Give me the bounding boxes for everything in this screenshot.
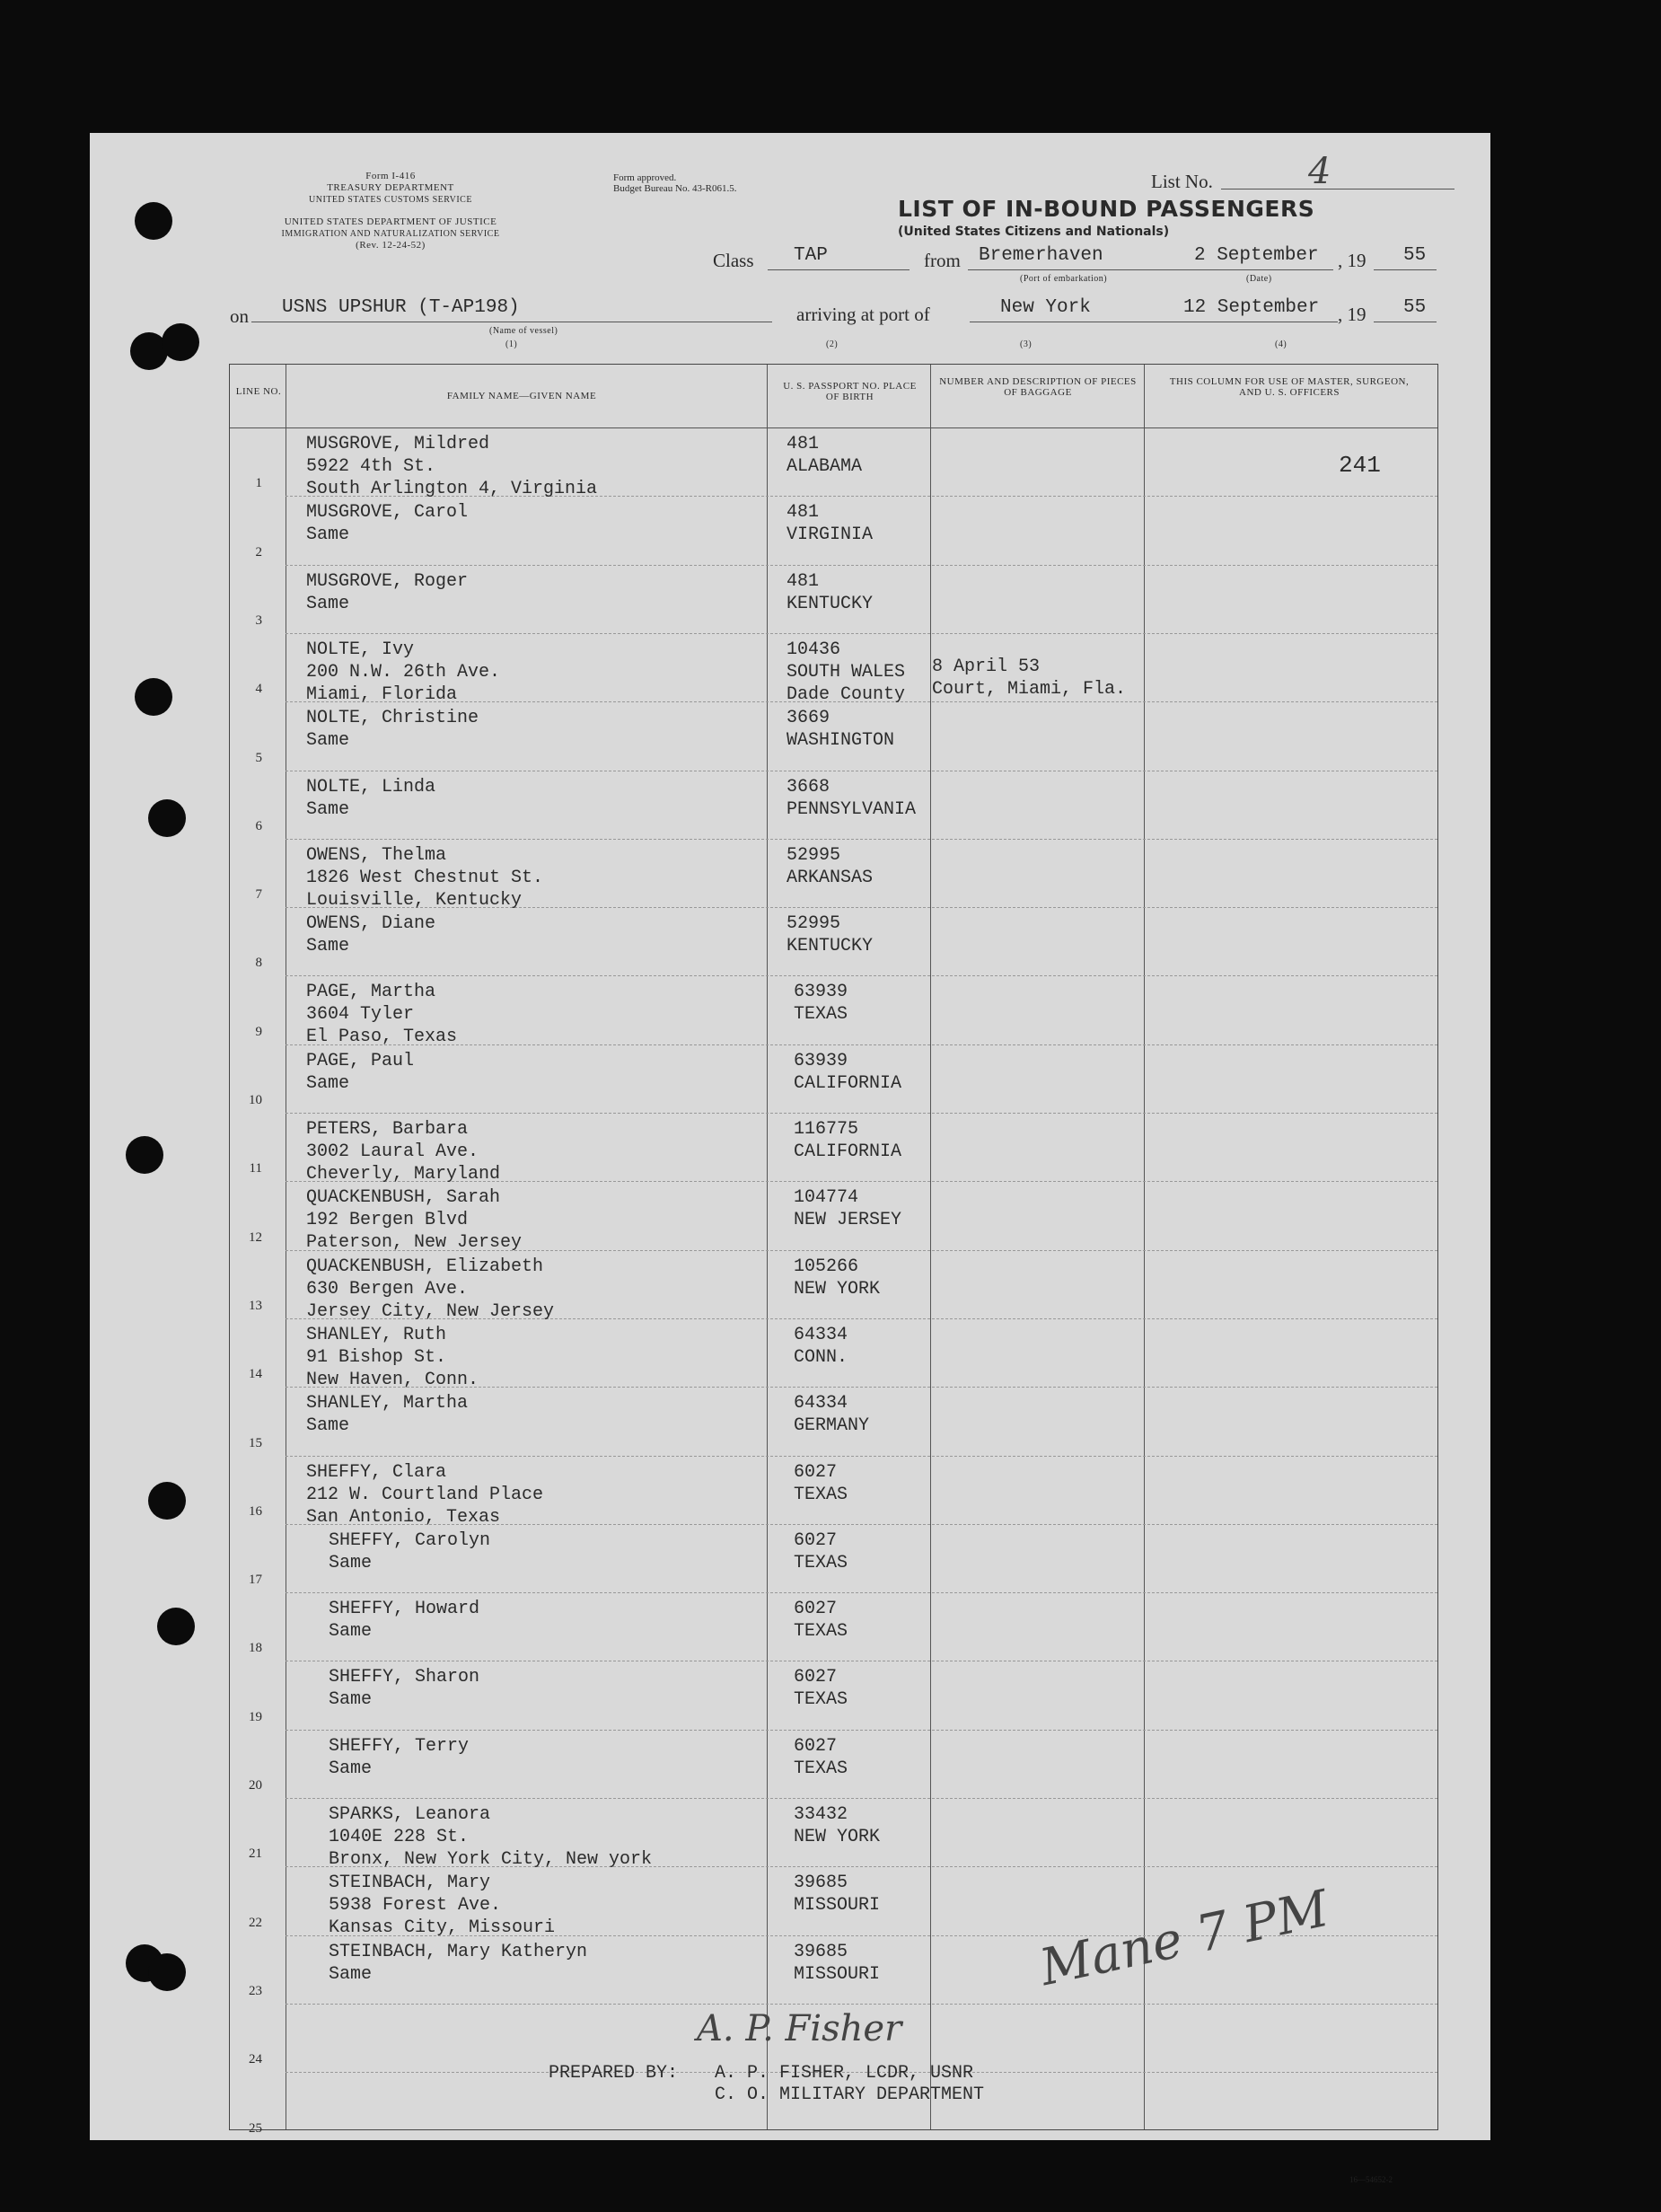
passenger-name: OWENS, Diane <box>306 913 436 935</box>
row-divider <box>286 633 1437 634</box>
passenger-name: SHEFFY, Terry <box>329 1735 470 1757</box>
line-number: 16 <box>249 1503 262 1519</box>
row-divider <box>286 1592 1437 1593</box>
passenger-address: Same <box>329 1621 373 1643</box>
caption-2: (2) <box>826 339 839 349</box>
binder-hole <box>126 1136 163 1174</box>
passenger-address: 630 Bergen Ave. <box>306 1278 469 1300</box>
binder-hole <box>148 799 186 837</box>
from-value: Bremerhaven <box>979 245 1103 266</box>
passport-number: 33432 <box>794 1804 848 1825</box>
passenger-name: SHEFFY, Carolyn <box>329 1529 491 1551</box>
passport-number: 39685 <box>794 1873 848 1894</box>
line-number: 1 <box>255 476 262 491</box>
place-of-birth: VIRGINIA <box>787 524 874 546</box>
passport-number: 3668 <box>787 776 830 798</box>
passenger-address: 192 Bergen Blvd <box>306 1210 469 1231</box>
passport-number: 10436 <box>787 639 841 660</box>
passenger-address: Paterson, New Jersey <box>306 1232 523 1254</box>
passenger-name: STEINBACH, Mary <box>329 1873 491 1894</box>
passenger-address: 3002 Laural Ave. <box>306 1141 479 1162</box>
vessel-name: USNS UPSHUR (T-AP198) <box>282 297 520 318</box>
passenger-address: 5938 Forest Ave. <box>329 1895 502 1917</box>
binder-hole <box>148 1482 186 1520</box>
passenger-name: NOLTE, Linda <box>306 776 436 798</box>
passport-number: 64334 <box>794 1324 848 1345</box>
justice-dept: UNITED STATES DEPARTMENT OF JUSTICE <box>284 216 497 227</box>
passenger-address: 91 Bishop St. <box>306 1346 447 1368</box>
line-number: 20 <box>249 1778 262 1793</box>
passenger-address: Same <box>329 1689 373 1711</box>
row-divider <box>286 1456 1437 1457</box>
col-baggage: NUMBER AND DESCRIPTION OF PIECES OF BAGGAGE <box>939 376 1137 398</box>
place-of-birth: ARKANSAS <box>787 867 874 888</box>
line-number: 4 <box>255 682 262 697</box>
depart-date: 2 September <box>1194 245 1319 266</box>
passenger-address: 1826 West Chestnut St. <box>306 867 544 888</box>
passport-number: 481 <box>787 434 820 454</box>
place-of-birth: SOUTH WALES <box>787 661 906 683</box>
line-number: 24 <box>249 2052 262 2067</box>
prepared-line-2: C. O. MILITARY DEPARTMENT <box>715 2084 985 2105</box>
passenger-address: Jersey City, New Jersey <box>306 1300 555 1322</box>
from-label: from <box>924 250 961 271</box>
row-divider <box>286 1044 1437 1045</box>
line-number: 10 <box>249 1093 262 1107</box>
passenger-name: SHEFFY, Sharon <box>329 1667 480 1688</box>
passenger-address: Same <box>306 798 350 820</box>
passport-number: 52995 <box>787 913 841 935</box>
line-number: 13 <box>249 1298 262 1313</box>
page-subtitle: (United States Citizens and Nationals) <box>898 225 1170 239</box>
budget-bureau: Budget Bureau No. 43-R061.5. <box>613 183 737 194</box>
line-number: 15 <box>249 1435 262 1450</box>
place-of-birth: TEXAS <box>794 1552 848 1573</box>
passenger-name: SHANLEY, Martha <box>306 1393 469 1414</box>
place-of-birth: CONN. <box>794 1346 848 1368</box>
binder-hole <box>135 678 172 716</box>
place-of-birth: ALABAMA <box>787 456 863 477</box>
baggage-note-2: Court, Miami, Fla. <box>932 679 1127 700</box>
place-of-birth: WASHINGTON <box>787 730 895 752</box>
caption-1: (1) <box>505 339 518 349</box>
caption-3: (3) <box>1020 339 1033 349</box>
caption-4: (4) <box>1275 339 1287 349</box>
prepared-line-1: A. P. FISHER, LCDR, USNR <box>715 2063 974 2084</box>
baggage-note-1: 8 April 53 <box>932 657 1041 677</box>
passport-number: 105266 <box>794 1256 859 1277</box>
passport-number: 481 <box>787 570 820 592</box>
row-divider <box>286 1113 1437 1114</box>
treasury-dept: TREASURY DEPARTMENT <box>327 182 454 193</box>
col-passport: U. S. PASSPORT NO. PLACE OF BIRTH <box>783 381 917 402</box>
line-number: 2 <box>255 544 262 560</box>
place-of-birth: MISSOURI <box>794 1895 881 1917</box>
passport-number: 6027 <box>794 1667 838 1688</box>
preparer-signature: A. P. Fisher <box>697 2008 902 2049</box>
passenger-address: Louisville, Kentucky <box>306 889 523 911</box>
passenger-name: NOLTE, Christine <box>306 708 479 729</box>
binder-hole <box>148 1953 186 1991</box>
passport-number: 63939 <box>794 982 848 1003</box>
passenger-address: Kansas City, Missouri <box>329 1917 556 1939</box>
line-number: 18 <box>249 1641 262 1656</box>
form-number: Form I-416 <box>365 171 416 181</box>
customs-service: UNITED STATES CUSTOMS SERVICE <box>309 195 472 205</box>
page-title: LIST OF IN-BOUND PASSENGERS <box>898 196 1315 222</box>
passport-number: 6027 <box>794 1735 838 1757</box>
passport-number: 64334 <box>794 1393 848 1414</box>
passenger-address: San Antonio, Texas <box>306 1506 501 1528</box>
line-number: 19 <box>249 1709 262 1724</box>
passport-number: 481 <box>787 502 820 524</box>
row-divider <box>286 2004 1437 2005</box>
passenger-address: South Arlington 4, Virginia <box>306 479 598 499</box>
passport-number: 116775 <box>794 1119 859 1140</box>
passenger-name: STEINBACH, Mary Katheryn <box>329 1941 588 1962</box>
row-divider <box>286 565 1437 566</box>
passenger-address: El Paso, Texas <box>306 1027 458 1048</box>
passenger-name: SHANLEY, Ruth <box>306 1324 447 1345</box>
passenger-address: Same <box>329 1552 373 1573</box>
passenger-name: SHEFFY, Clara <box>306 1461 447 1483</box>
passenger-address: Miami, Florida <box>306 683 458 705</box>
line-number: 6 <box>255 818 262 833</box>
passport-number: 39685 <box>794 1941 848 1962</box>
officer-number: 241 <box>1339 452 1381 479</box>
passport-number: 6027 <box>794 1529 838 1551</box>
passport-number: 104774 <box>794 1187 859 1209</box>
line-number: 14 <box>249 1367 262 1382</box>
passport-number: 6027 <box>794 1461 838 1483</box>
on-label: on <box>230 305 249 327</box>
place-of-birth: CALIFORNIA <box>794 1072 902 1094</box>
passenger-name: MUSGROVE, Carol <box>306 502 469 524</box>
passenger-address: 200 N.W. 26th Ave. <box>306 661 501 683</box>
passenger-address: Same <box>306 593 350 614</box>
col-line-no: LINE NO. <box>235 386 282 397</box>
place-of-birth: NEW YORK <box>794 1827 881 1847</box>
col-name: FAMILY NAME—GIVEN NAME <box>446 391 597 401</box>
line-number: 9 <box>255 1024 262 1039</box>
place-of-birth: PENNSYLVANIA <box>787 798 917 820</box>
place-of-birth: KENTUCKY <box>787 936 874 957</box>
arriving-label: arriving at port of <box>796 304 930 325</box>
col-officers: THIS COLUMN FOR USE OF MASTER, SURGEON, AND U. S. OFFICERS <box>1169 376 1410 398</box>
passport-number: 6027 <box>794 1599 838 1620</box>
passenger-name: SPARKS, Leanora <box>329 1804 491 1825</box>
passenger-address: Bronx, New York City, New york <box>329 1849 653 1870</box>
passenger-address: 1040E 228 St. <box>329 1827 470 1847</box>
passenger-name: PETERS, Barbara <box>306 1119 469 1140</box>
prepared-label: PREPARED BY: <box>549 2063 679 2084</box>
line-number: 22 <box>249 1915 262 1930</box>
place-of-birth: TEXAS <box>794 1689 848 1711</box>
line-number: 3 <box>255 612 262 628</box>
passenger-name: QUACKENBUSH, Sarah <box>306 1187 501 1209</box>
place-of-birth: Dade County <box>787 683 906 705</box>
place-of-birth: KENTUCKY <box>787 593 874 614</box>
place-of-birth: NEW YORK <box>794 1278 881 1300</box>
passenger-address: Same <box>329 1758 373 1779</box>
binder-hole <box>135 202 172 240</box>
list-no-label: List No. <box>1151 171 1213 192</box>
arrival-date: 12 September <box>1183 297 1320 318</box>
form-approved: Form approved. <box>613 172 677 183</box>
port-embark-caption: (Port of embarkation) <box>1020 274 1108 284</box>
list-no-value: 4 <box>1308 151 1331 192</box>
passenger-address: Cheverly, Maryland <box>306 1164 501 1185</box>
passport-number: 52995 <box>787 844 841 866</box>
arrive-year-prefix: , 19 <box>1338 304 1367 325</box>
passenger-address: Same <box>306 1415 350 1437</box>
form-code: 16—54652-2 <box>1349 2175 1393 2184</box>
passenger-address: Same <box>306 730 350 752</box>
passenger-address: New Haven, Conn. <box>306 1369 479 1390</box>
line-number: 7 <box>255 887 262 903</box>
passenger-address: Same <box>306 1072 350 1094</box>
line-number: 8 <box>255 956 262 971</box>
place-of-birth: TEXAS <box>794 1758 848 1779</box>
row-divider <box>286 839 1437 840</box>
passenger-address: Same <box>306 936 350 957</box>
passenger-name: SHEFFY, Howard <box>329 1599 480 1620</box>
row-divider <box>286 1730 1437 1731</box>
place-of-birth: MISSOURI <box>794 1963 881 1985</box>
binder-hole <box>162 323 199 361</box>
passenger-name: PAGE, Paul <box>306 1050 415 1071</box>
place-of-birth: TEXAS <box>794 1621 848 1643</box>
line-number: 12 <box>249 1229 262 1245</box>
line-number: 5 <box>255 750 262 765</box>
class-label: Class <box>713 250 754 271</box>
date-caption: (Date) <box>1246 274 1272 284</box>
line-number: 11 <box>249 1161 262 1177</box>
arrival-year: 55 <box>1403 297 1427 318</box>
place-of-birth: NEW JERSEY <box>794 1210 902 1231</box>
revision: (Rev. 12-24-52) <box>356 240 426 251</box>
passenger-name: NOLTE, Ivy <box>306 639 415 660</box>
ins-service: IMMIGRATION AND NATURALIZATION SERVICE <box>281 229 500 239</box>
line-number: 25 <box>249 2120 262 2136</box>
vessel-caption: (Name of vessel) <box>489 326 558 336</box>
depart-year: 55 <box>1403 245 1427 266</box>
binder-hole <box>157 1608 195 1645</box>
class-value: TAP <box>794 245 828 266</box>
passenger-name: PAGE, Martha <box>306 982 436 1003</box>
place-of-birth: CALIFORNIA <box>794 1141 902 1162</box>
passenger-address: Same <box>306 524 350 546</box>
passenger-address: Same <box>329 1963 373 1985</box>
place-of-birth: TEXAS <box>794 1484 848 1505</box>
passenger-name: QUACKENBUSH, Elizabeth <box>306 1256 544 1277</box>
passenger-address: 212 W. Courtland Place <box>306 1484 544 1505</box>
officer-signature: Mane 7 PM <box>1034 1879 1334 1998</box>
line-number: 23 <box>249 1983 262 1998</box>
passenger-table <box>229 364 1438 2136</box>
passport-number: 63939 <box>794 1050 848 1071</box>
passport-number: 3669 <box>787 708 830 729</box>
place-of-birth: GERMANY <box>794 1415 870 1437</box>
line-number: 21 <box>249 1846 262 1862</box>
row-divider <box>286 1798 1437 1799</box>
line-number: 17 <box>249 1573 262 1588</box>
passenger-address: 3604 Tyler <box>306 1004 415 1026</box>
passenger-name: MUSGROVE, Roger <box>306 570 469 592</box>
depart-year-prefix: , 19 <box>1338 250 1367 271</box>
passenger-address: 5922 4th St. <box>306 456 436 477</box>
passenger-name: OWENS, Thelma <box>306 844 447 866</box>
arrival-port: New York <box>1000 297 1091 318</box>
row-divider <box>286 975 1437 976</box>
passenger-name: MUSGROVE, Mildred <box>306 434 490 454</box>
place-of-birth: TEXAS <box>794 1004 848 1026</box>
